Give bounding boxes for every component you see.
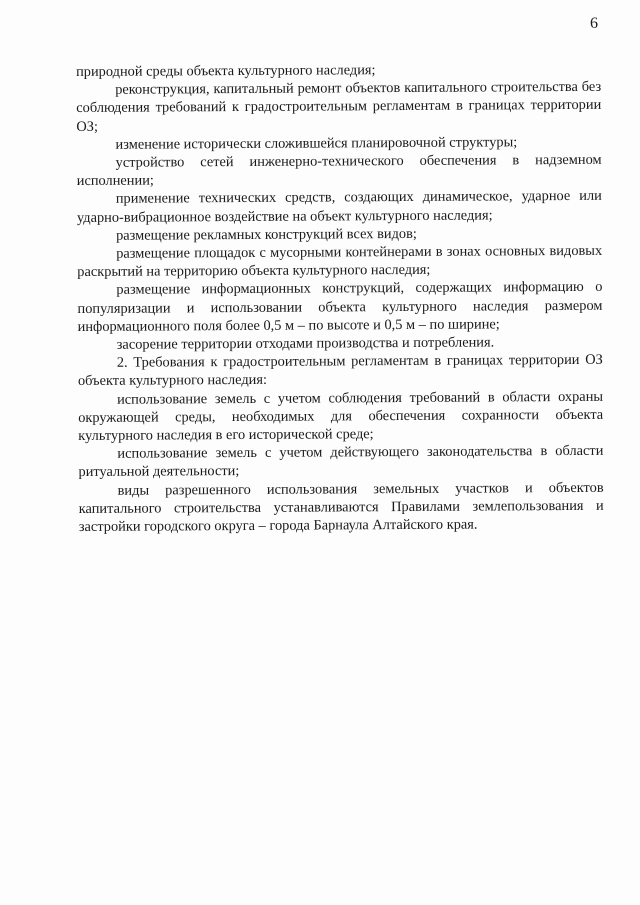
document-body xyxy=(76,60,604,536)
paragraph-technical-means: применение технических средств, создающих динамическое, ударное или ударно-вибрационное воздействие на объект культурного наследия; xyxy=(76,188,602,226)
paragraph-planning-structure: изменение исторически сложившейся планировочной структуры; xyxy=(115,134,518,153)
paragraph-info-structures: размещение информационных конструкций, содержащих информацию о популяризации и использовании объекта культурного наследия размером информационного поля более 0,5 м – по высоте и 0,5 м – по ширине; xyxy=(77,279,603,335)
paragraph-environment: использование земель с учетом соблюдения требований в области охраны окружающей среды, необходимых для обеспечения сохранности объекта культурного наследия в его исторической среде; xyxy=(78,388,604,445)
paragraph-section-2-heading: 2. Требования к градостроительным регламентам в границах территории ОЗ объекта культурного наследия: xyxy=(77,352,603,390)
paragraph-ritual-activity: использование земель с учетом действующего законодательства в области ритуальной деятельности; xyxy=(78,443,604,481)
paragraph-continuation: природной среды объекта культурного наследия; xyxy=(76,62,376,80)
paragraph-littering: засорение территории отходами производства и потребления. xyxy=(116,334,495,353)
paragraph-advertising: размещение рекламных конструкций всех видов; xyxy=(116,225,417,244)
paragraph-engineering-networks: устройство сетей инженерно-технического обеспечения в надземном исполнении; xyxy=(76,151,602,190)
paragraph-permitted-use: виды разрешенного использования земельных участков и объектов капитального строительства устанавливаются Правилами землепользования и застройки городского округа – города Барнаула Алтайского края. xyxy=(78,479,604,536)
page-number: 6 xyxy=(590,15,598,32)
paragraph-reconstruction: реконструкция, капитальный ремонт объектов капитального строительства без соблюдения требований к градостроительным регламентам в границах территории ОЗ; xyxy=(76,78,602,135)
paragraph-waste-containers: размещение площадок с мусорными контейнерами в зонах основных видовых раскрытий на территорию объекта культурного наследия; xyxy=(77,242,603,281)
